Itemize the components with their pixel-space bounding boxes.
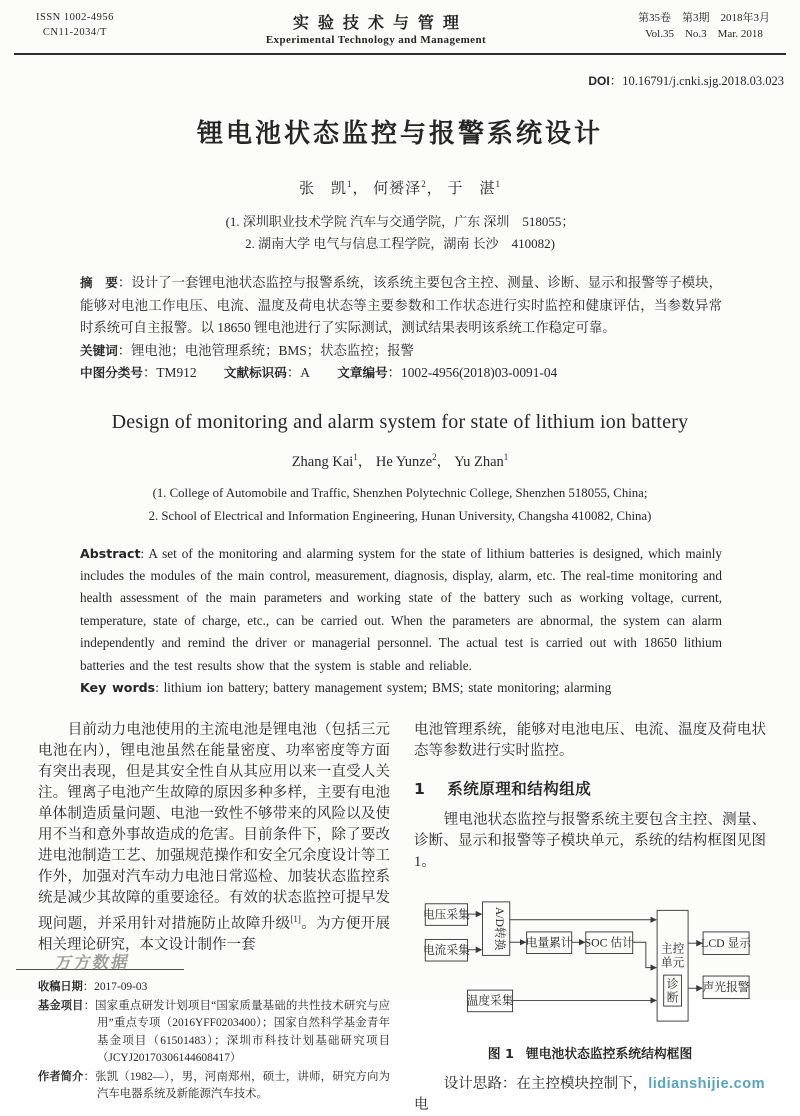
issue-cn: 第35卷 第3期 2018年3月 bbox=[637, 12, 770, 24]
authors-en bbox=[0, 450, 800, 471]
abstract-cn-block bbox=[80, 272, 722, 385]
keywords-cn bbox=[80, 340, 722, 363]
fund-project bbox=[38, 997, 390, 1068]
right-column bbox=[414, 720, 766, 1115]
issn: ISSN 1002-4956 bbox=[36, 12, 114, 23]
classification-line bbox=[80, 362, 722, 385]
continuation-paragraph: 电池管理系统，能够对电池电压、电流、温度及荷电状态等参数进行实时监控。 bbox=[414, 722, 766, 760]
temperature-label: 温度采集 bbox=[466, 995, 514, 1009]
author-affil-mark: 1 bbox=[503, 451, 509, 462]
journal-title-block bbox=[266, 10, 486, 46]
journal-title-en: Experimental Technology and Management bbox=[265, 34, 487, 46]
keywords-en-text: : lithium ion battery; battery management system; BMS; state monitoring; alarming bbox=[155, 679, 612, 695]
intro-text: 目前动力电池使用的主流电池是锂电池（包括三元电池在内），锂电池虽然在能量密度、功率密度等方面有突出表现，但是其安全性自从其应用以来一直受人关注。锂离子电池产生故障的原因多种多样，主要有电池单体制造质量问题、电池一致性不够带来的风险以及使用不当和意外事故造成的危害。目前条件下，除了要改进电池制造工艺、加强规范操作和安全冗余度设计等工作外，加强对汽车动力电池日常巡检、加装状态监控系统是减少其故障的重要途径。有效的状态监控可提早发现问题，并采用针对措施防止故障升级 bbox=[38, 722, 390, 933]
abstract-en-text: : A set of the monitoring and alarming system for the state of lithium batteries is designed, which mainly includes the modules of the main control, measurement, diagnosis, display, alarm, etc. The real-time monitoring and health assessment of the main parameters and working state of the battery such as working voltage, current, temperature, state of charge, etc., can be carried out. When the parameters are abnormal, the system can alarm independently and remind the driver or managerial personnel. The actual test is carried out with 18650 lithium batteries and the test results show that the system is stable and reliable. bbox=[80, 545, 722, 673]
section1-heading bbox=[414, 777, 766, 799]
clc-value: ：TM912 bbox=[142, 365, 197, 380]
doc-code-value: ：A bbox=[286, 365, 310, 380]
affiliation-line-en: (1. College of Automobile and Traffic, Shenzhen Polytechnic College, Shenzhen 518055, China; bbox=[152, 485, 648, 500]
wanfang-watermark: 万方数据 bbox=[53, 952, 132, 973]
author-name: 张 凯 bbox=[298, 181, 347, 197]
bio-label: 作者简介 bbox=[38, 1069, 84, 1083]
journal-title-cn: 实验技术与管理 bbox=[292, 15, 468, 32]
author-affil-mark: 2 bbox=[432, 451, 437, 462]
affiliation-line-en: 2. School of Electrical and Information Engineering, Hunan University, Changsha 410082, China) bbox=[148, 508, 652, 523]
site-watermark: lidianshijie.com bbox=[648, 1075, 765, 1092]
author-separator: ， bbox=[357, 453, 373, 470]
current-label: 电流采集 bbox=[422, 944, 470, 958]
diagnosis-label-line2: 断 bbox=[666, 991, 679, 1005]
figure1-caption-text: 锂电池状态监控系统结构框图 bbox=[525, 1046, 693, 1062]
section1-title: 系统原理和结构组成 bbox=[447, 780, 592, 799]
journal-header bbox=[0, 0, 800, 46]
intro-paragraph bbox=[38, 720, 390, 956]
clc-label: 中图分类号 bbox=[80, 365, 143, 380]
abstract-cn-text: ：设计了一套锂电池状态监控与报警系统，该系统主要包含主控、测量、诊断、显示和报警等子模块，能够对电池工作电压、电流、温度及荷电状态等主要参数和工作状态进行实时监控和健康评估，当参数异常时系统可自主报警。以 18650 锂电池进行了实际测试，测试结果表明该系统工作稳定可靠。 bbox=[80, 275, 723, 335]
author-affil-mark: 1 bbox=[353, 451, 358, 462]
voltage-label: 电压采集 bbox=[422, 908, 470, 922]
author-name: 何赟泽 bbox=[373, 181, 422, 197]
figure1-caption-label: 图 1 bbox=[487, 1046, 514, 1062]
fund-label: 基金项目 bbox=[38, 998, 84, 1012]
intro-text-tail: 。为方便开展相关理论研究，本文设计制作一套 bbox=[38, 916, 391, 954]
affiliation-line: 2. 湖南大学 电气与信息工程学院，湖南 长沙 410082) bbox=[245, 236, 555, 251]
author-name-en: He Yunze bbox=[375, 453, 433, 470]
author-affil-mark: 1 bbox=[346, 179, 353, 189]
footnote-block bbox=[38, 978, 390, 1104]
author-separator: ， bbox=[352, 181, 369, 197]
doi-value: ：10.16791/j.cnki.sjg.2018.03.023 bbox=[609, 74, 784, 88]
reference-marker: [1] bbox=[290, 914, 301, 925]
author-affil-mark: 2 bbox=[421, 179, 427, 189]
author-name-en: Zhang Kai bbox=[291, 453, 354, 470]
block-diagram-svg bbox=[414, 885, 766, 1033]
author-name-en: Yu Zhan bbox=[454, 453, 504, 470]
abstract-cn-label: 摘 要 bbox=[80, 275, 118, 290]
abstract-en-label: Abstract bbox=[80, 545, 141, 561]
bio-text: ：张凯（1982—），男，河南郑州，硕士，讲师，研究方向为汽车电器系统及新能源汽车技术。 bbox=[83, 1070, 390, 1101]
abstract-en bbox=[80, 543, 722, 677]
abstract-en-block bbox=[80, 543, 722, 700]
keywords-cn-label: 关键词 bbox=[80, 342, 118, 358]
fund-text: ：国家重点研发计划项目“国家质量基础的共性技术研究与应用”重点专项（2016YFF0203400）；国家自然科学基金青年基金项目（61501483）；深圳市科技计划基础研究项目（JCYJ20170306144608417） bbox=[83, 999, 390, 1065]
design-text-before: 设计思路：在主控模块控制下， bbox=[443, 1075, 648, 1092]
header-rule bbox=[14, 53, 786, 55]
cn-number: CN11-2034/T bbox=[42, 27, 107, 38]
arrow-soc-mcu bbox=[633, 943, 656, 968]
author-separator: ， bbox=[436, 453, 452, 470]
lcd-label: LCD 显示 bbox=[701, 937, 752, 951]
doi-label: DOI bbox=[588, 74, 610, 88]
keywords-en bbox=[80, 677, 722, 699]
design-idea-line bbox=[414, 1074, 766, 1116]
figure1-diagram bbox=[414, 885, 766, 1033]
clc-pair bbox=[80, 365, 197, 380]
body-columns bbox=[0, 720, 800, 1115]
affiliations-en bbox=[0, 482, 800, 528]
received-text: ：2017-09-03 bbox=[82, 981, 148, 994]
adc-label: A/D转换 bbox=[493, 907, 507, 951]
abstract-cn bbox=[80, 272, 722, 340]
section1-paragraph: 锂电池状态监控与报警系统主要包含主控、测量、诊断、显示和报警等子模块单元，系统的结构框图见图 1。 bbox=[414, 812, 766, 871]
figure1-caption bbox=[414, 1043, 766, 1062]
author-bio bbox=[38, 1068, 390, 1104]
keywords-en-label: Key words bbox=[80, 679, 156, 695]
doc-code-label: 文献标识码 bbox=[223, 365, 287, 380]
author-separator: ， bbox=[426, 181, 443, 197]
mcu-label-line1: 主控 bbox=[660, 942, 685, 956]
soc-label: SOC 估计 bbox=[584, 936, 634, 950]
mcu-label-line2: 单元 bbox=[660, 957, 685, 971]
doi-line bbox=[0, 71, 784, 89]
left-column bbox=[38, 720, 390, 1115]
article-title-en: Design of monitoring and alarm system for state of lithium ion battery bbox=[111, 410, 689, 433]
journal-codes bbox=[36, 10, 114, 40]
journal-issue-block bbox=[638, 10, 770, 42]
affiliation-line: (1. 深圳职业技术学院 汽车与交通学院，广东 深圳 518055； bbox=[225, 214, 575, 229]
doc-code-pair bbox=[224, 365, 310, 380]
keywords-cn-text: ：锂电池；电池管理系统；BMS；状态监控；报警 bbox=[117, 342, 414, 358]
article-title-cn: 锂电池状态监控与报警系统设计 bbox=[196, 119, 603, 148]
article-id-label: 文章编号 bbox=[337, 365, 388, 380]
authors-cn bbox=[0, 177, 800, 198]
issue-en: Vol.35 No.3 Mar. 2018 bbox=[645, 28, 763, 40]
design-text-after: 电 bbox=[414, 1096, 429, 1113]
article-id-value: ：1002-4956(2018)03-0091-04 bbox=[387, 365, 558, 380]
received-label: 收稿日期 bbox=[38, 980, 83, 994]
received-date bbox=[38, 978, 390, 997]
section1-number: 1 bbox=[414, 780, 426, 799]
author-affil-mark: 1 bbox=[495, 179, 502, 189]
diagnosis-label-line1: 诊 bbox=[666, 978, 679, 992]
author-name: 于 湛 bbox=[447, 181, 496, 197]
article-id-pair bbox=[337, 365, 557, 380]
affiliations-cn bbox=[0, 211, 800, 255]
alarm-label: 声光报警 bbox=[702, 981, 750, 995]
accumulate-label: 电量累计 bbox=[525, 936, 573, 950]
